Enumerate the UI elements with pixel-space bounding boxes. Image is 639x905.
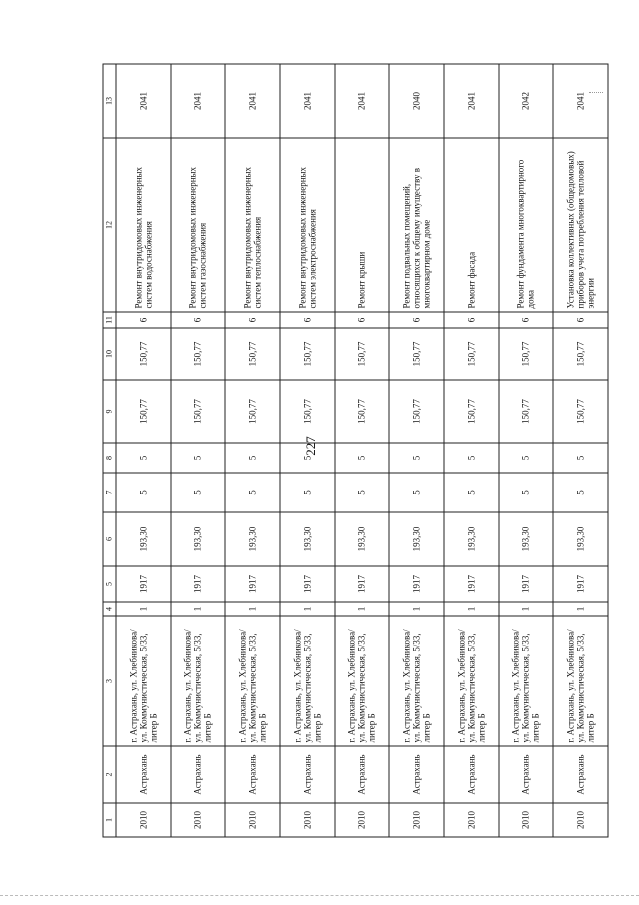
column-number: 7 — [103, 473, 116, 512]
table-cell: 1 — [389, 602, 444, 616]
table-cell: 1917 — [389, 566, 444, 602]
planned-year-cell: 2041 — [553, 64, 608, 138]
table-cell: 5 — [553, 473, 608, 512]
column-number: 6 — [103, 512, 116, 566]
planned-year-cell: 2041 — [279, 64, 334, 138]
city-cell: Астрахань — [389, 746, 444, 803]
address-cell: г. Астрахань, ул. Хлебникова/ ул. Коммунистическая, 5/33, литер Б — [279, 616, 334, 746]
table-cell: 5 — [279, 443, 334, 473]
table-cell: 1917 — [553, 566, 608, 602]
planned-year-cell: 2041 — [334, 64, 389, 138]
repair-type-cell: Ремонт внутридомовых инженерных систем электроснабжения — [279, 138, 334, 312]
table-cell: 1 — [225, 602, 280, 616]
column-number: 9 — [103, 380, 116, 443]
repair-type-cell: Ремонт фасада — [443, 138, 498, 312]
city-cell: Астрахань — [498, 746, 553, 803]
table-cell: 1917 — [443, 566, 498, 602]
table-cell: 5 — [443, 473, 498, 512]
planned-year-cell: 2041 — [443, 64, 498, 138]
address-cell: г. Астрахань, ул. Хлебникова/ ул. Коммунистическая, 5/33, литер Б — [443, 616, 498, 746]
address-cell: г. Астрахань, ул. Хлебникова/ ул. Коммунистическая, 5/33, литер Б — [498, 616, 553, 746]
table-cell: 150,77 — [170, 380, 225, 443]
address-cell: г. Астрахань, ул. Хлебникова/ ул. Коммунистическая, 5/33, литер Б — [170, 616, 225, 746]
table-row — [389, 64, 444, 837]
table-cell: 193,30 — [225, 512, 280, 566]
table-cell: 5 — [553, 443, 608, 473]
table-cell: 1917 — [279, 566, 334, 602]
year-cell: 2010 — [334, 803, 389, 837]
table-cell: 150,77 — [443, 328, 498, 380]
table-cell: 150,77 — [334, 328, 389, 380]
table-cell: 150,77 — [170, 328, 225, 380]
column-number: 8 — [103, 443, 116, 473]
table-cell: 5 — [170, 473, 225, 512]
year-cell: 2010 — [225, 803, 280, 837]
table-cell: 6 — [553, 312, 608, 328]
table-row — [443, 64, 498, 837]
city-cell: Астрахань — [170, 746, 225, 803]
repair-type-cell: Ремонт крыши — [334, 138, 389, 312]
table-cell: 150,77 — [498, 328, 553, 380]
table-cell: 1917 — [498, 566, 553, 602]
scan-edge-line — [0, 895, 639, 897]
table-cell: 150,77 — [498, 380, 553, 443]
table-row — [553, 64, 608, 837]
repair-type-cell: Ремонт внутридомовых инженерных систем газоснабжения — [170, 138, 225, 312]
scan-mark — [589, 92, 603, 94]
table-cell: 6 — [279, 312, 334, 328]
table-row — [279, 64, 334, 837]
table-cell: 1 — [334, 602, 389, 616]
table-cell: 1917 — [170, 566, 225, 602]
city-cell: Астрахань — [443, 746, 498, 803]
planned-year-cell: 2042 — [498, 64, 553, 138]
year-cell: 2010 — [498, 803, 553, 837]
table-cell: 193,30 — [498, 512, 553, 566]
column-number: 4 — [103, 602, 116, 616]
column-number: 5 — [103, 566, 116, 602]
table-cell: 1917 — [334, 566, 389, 602]
table-cell: 5 — [279, 473, 334, 512]
table-cell: 5 — [389, 473, 444, 512]
table-cell: 5 — [443, 443, 498, 473]
address-cell: г. Астрахань, ул. Хлебникова/ ул. Коммунистическая, 5/33, литер Б — [116, 616, 171, 746]
planned-year-cell: 2040 — [389, 64, 444, 138]
planned-year-cell: 2041 — [170, 64, 225, 138]
table-cell: 1917 — [116, 566, 171, 602]
repair-type-cell: Ремонт подвальных помещений, относящихся к общему имуществу в многоквартирном доме — [389, 138, 444, 312]
table-cell: 150,77 — [116, 380, 171, 443]
table-cell: 150,77 — [116, 328, 171, 380]
table-cell: 193,30 — [279, 512, 334, 566]
column-number: 11 — [103, 312, 116, 328]
planned-year-cell: 2041 — [225, 64, 280, 138]
repair-type-cell: Установка коллективных (общедомовых) приборов учета потребления тепловой энергии — [553, 138, 608, 312]
table-cell: 6 — [498, 312, 553, 328]
table-cell: 150,77 — [334, 380, 389, 443]
table-cell: 150,77 — [389, 380, 444, 443]
table-row — [498, 64, 553, 837]
year-cell: 2010 — [389, 803, 444, 837]
city-cell: Астрахань — [279, 746, 334, 803]
table-cell: 5 — [225, 443, 280, 473]
column-number: 12 — [103, 138, 116, 312]
page-number: 227 — [303, 436, 318, 456]
capital-repair-table — [102, 63, 608, 837]
address-cell: г. Астрахань, ул. Хлебникова/ ул. Коммунистическая, 5/33, литер Б — [225, 616, 280, 746]
planned-year-cell: 2041 — [116, 64, 171, 138]
repair-type-cell: Ремонт внутридомовых инженерных систем теплоснабжения — [225, 138, 280, 312]
table-cell: 5 — [389, 443, 444, 473]
table-cell: 5 — [225, 473, 280, 512]
table-cell: 1 — [553, 602, 608, 616]
table-cell: 6 — [389, 312, 444, 328]
table-cell: 1 — [279, 602, 334, 616]
table-cell: 150,77 — [225, 380, 280, 443]
table-cell: 150,77 — [279, 328, 334, 380]
column-number: 1 — [103, 803, 116, 837]
table-cell: 1917 — [225, 566, 280, 602]
table-cell: 5 — [334, 473, 389, 512]
table-row — [116, 64, 171, 837]
address-cell: г. Астрахань, ул. Хлебникова/ ул. Коммунистическая, 5/33, литер Б — [553, 616, 608, 746]
year-cell: 2010 — [170, 803, 225, 837]
table-cell: 6 — [116, 312, 171, 328]
table-cell: 193,30 — [116, 512, 171, 566]
table-cell: 193,30 — [389, 512, 444, 566]
table-cell: 6 — [225, 312, 280, 328]
city-cell: Астрахань — [225, 746, 280, 803]
table-container — [102, 64, 608, 837]
table-cell: 5 — [116, 443, 171, 473]
table-cell: 1 — [443, 602, 498, 616]
year-cell: 2010 — [443, 803, 498, 837]
table-cell: 150,77 — [443, 380, 498, 443]
table-cell: 150,77 — [553, 380, 608, 443]
city-cell: Астрахань — [116, 746, 171, 803]
table-cell: 193,30 — [334, 512, 389, 566]
city-cell: Астрахань — [334, 746, 389, 803]
table-cell: 5 — [498, 443, 553, 473]
year-cell: 2010 — [553, 803, 608, 837]
table-row — [225, 64, 280, 837]
table-cell: 5 — [334, 443, 389, 473]
repair-type-cell: Ремонт внутридомовых инженерных систем водоснабжения — [116, 138, 171, 312]
column-number: 3 — [103, 616, 116, 746]
year-cell: 2010 — [116, 803, 171, 837]
table-cell: 6 — [170, 312, 225, 328]
table-cell: 150,77 — [389, 328, 444, 380]
table-cell: 1 — [498, 602, 553, 616]
column-number-row — [103, 64, 116, 837]
table-cell: 6 — [334, 312, 389, 328]
address-cell: г. Астрахань, ул. Хлебникова/ ул. Коммунистическая, 5/33, литер Б — [389, 616, 444, 746]
column-number: 10 — [103, 328, 116, 380]
table-cell: 193,30 — [170, 512, 225, 566]
table-cell: 150,77 — [225, 328, 280, 380]
column-number: 2 — [103, 746, 116, 803]
table-cell: 6 — [443, 312, 498, 328]
table-cell: 5 — [170, 443, 225, 473]
table-cell: 150,77 — [553, 328, 608, 380]
column-number: 13 — [103, 64, 116, 138]
table-row — [170, 64, 225, 837]
table-cell: 1 — [170, 602, 225, 616]
table-cell: 5 — [116, 473, 171, 512]
table-cell: 193,30 — [553, 512, 608, 566]
city-cell: Астрахань — [553, 746, 608, 803]
table-row — [334, 64, 389, 837]
address-cell: г. Астрахань, ул. Хлебникова/ ул. Коммунистическая, 5/33, литер Б — [334, 616, 389, 746]
table-cell: 1 — [116, 602, 171, 616]
table-cell: 193,30 — [443, 512, 498, 566]
table-cell: 150,77 — [279, 380, 334, 443]
year-cell: 2010 — [279, 803, 334, 837]
repair-type-cell: Ремонт фундамента многоквартирного дома — [498, 138, 553, 312]
table-cell: 5 — [498, 473, 553, 512]
